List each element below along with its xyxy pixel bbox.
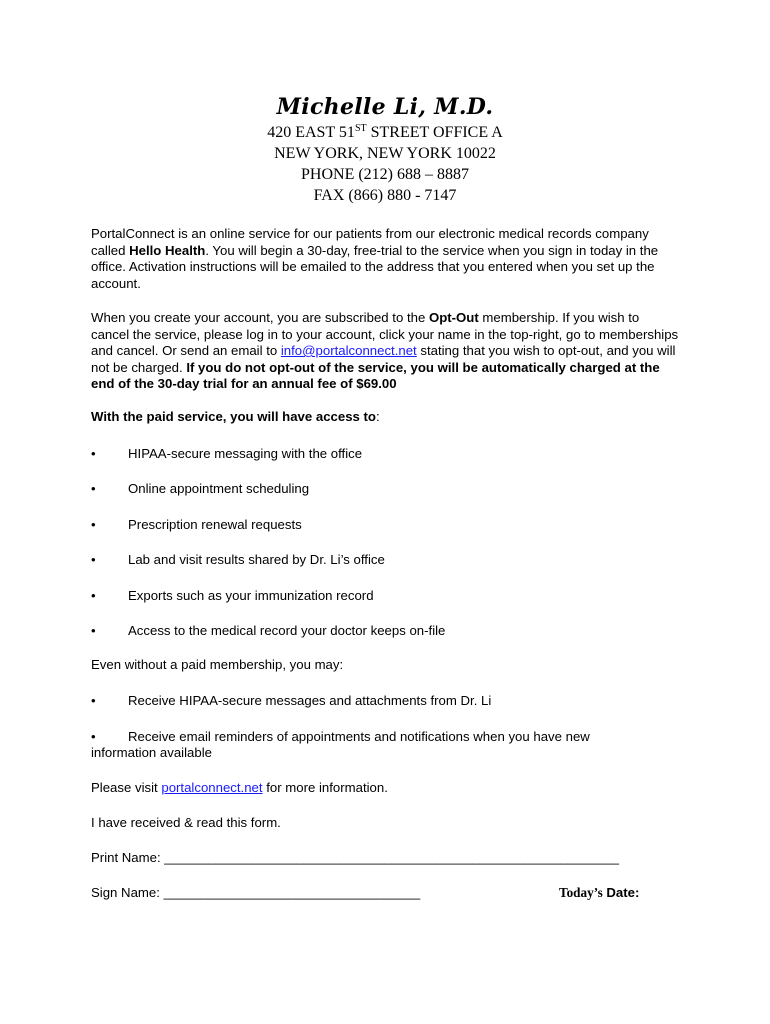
paid-feature: Lab and visit results shared by Dr. Li’s office <box>128 552 385 567</box>
todays-date-prefix: Today’s <box>559 885 603 900</box>
paid-feature: HIPAA-secure messaging with the office <box>128 446 363 461</box>
charge-warning: If you do not opt-out of the service, you will be automatically charged at the end of the 30-day trial for an annual fee of $69.00 <box>91 359 660 391</box>
membership-text-3: stating that you wish to opt-out, and you will not be charged. <box>91 343 676 375</box>
intro-text-1: PortalConnect is an online service for our patients from our electronic medical records company called <box>91 226 649 258</box>
free-feature: Receive HIPAA-secure messages and attachments from Dr. Li <box>128 693 492 708</box>
sign-name-field[interactable]: Sign Name: ___________________________________ <box>91 885 421 900</box>
paid-heading-text: With the paid service, you will have access to <box>91 409 376 424</box>
bullet-icon: • <box>91 588 96 603</box>
free-feature: Receive email reminders of appointments and notifications when you have new <box>128 729 590 744</box>
fax-line: FAX (866) 880 - 7147 <box>313 187 457 204</box>
bullet-icon: • <box>91 552 96 567</box>
company-name: Hello Health <box>129 242 206 258</box>
address-line-1-rest: STREET OFFICE A <box>366 124 503 141</box>
plan-name: Opt-Out <box>428 310 479 325</box>
paid-service-heading <box>91 409 681 426</box>
paid-heading-colon: : <box>375 409 380 424</box>
paid-feature: Prescription renewal requests <box>128 517 302 532</box>
paid-feature: Exports such as your immunization record <box>128 588 374 603</box>
free-membership-heading: Even without a paid membership, you may: <box>91 657 344 672</box>
todays-date-field[interactable] <box>559 885 639 902</box>
free-feature-continuation: information available <box>91 745 212 760</box>
paid-feature: Online appointment scheduling <box>128 481 310 496</box>
bullet-icon: • <box>91 623 96 638</box>
address-line-2: NEW YORK, NEW YORK 10022 <box>274 145 496 162</box>
print-name-field[interactable]: Print Name: ______________________________________________________________ <box>91 850 620 865</box>
address-line-1-main: 420 EAST 51 <box>267 124 355 141</box>
todays-date-label: Date: <box>602 885 640 900</box>
bullet-icon: • <box>91 693 96 708</box>
letterhead <box>0 92 770 206</box>
bullet-icon: • <box>91 481 96 496</box>
membership-paragraph <box>91 310 681 393</box>
visit-text-1: Please visit <box>91 780 162 795</box>
intro-paragraph <box>91 226 681 292</box>
visit-text-2: for more information. <box>262 780 388 795</box>
bullet-icon: • <box>91 517 96 532</box>
intro-text-2: . You will begin a 30-day, free-trial to the service when you sign in today in the office. Activation instructions will be emailed to the address that you entered when you set up the account. <box>91 242 659 291</box>
portal-link[interactable]: portalconnect.net <box>161 780 263 795</box>
visit-line <box>91 780 681 797</box>
membership-text-2: membership. If you wish to cancel the service, please log in to your account, click your name in the top-right, go to memberships and cancel. Or send an email to <box>91 310 679 358</box>
bullet-icon: • <box>91 729 96 744</box>
acknowledgement: I have received & read this form. <box>91 815 281 830</box>
email-link[interactable]: info@portalconnect.net <box>280 343 417 358</box>
bullet-icon: • <box>91 446 96 461</box>
phone-line: PHONE (212) 688 – 8887 <box>301 166 469 183</box>
address-line-1 <box>0 122 770 143</box>
doctor-name: Michelle Li, M.D. <box>276 94 494 120</box>
address-ordinal-suffix: ST <box>354 123 367 134</box>
paid-feature: Access to the medical record your doctor keeps on-file <box>128 623 446 638</box>
membership-text-1: When you create your account, you are subscribed to the <box>91 310 429 325</box>
